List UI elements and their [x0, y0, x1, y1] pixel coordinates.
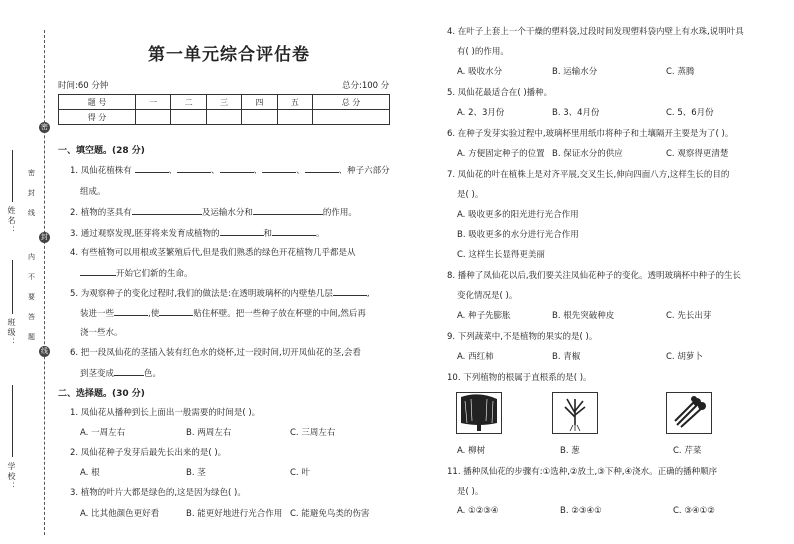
choice-question-11: 11. 播种凤仙花的步骤有:①选种,②放土,③下种,④浇水。正确的播种顺序 [447, 467, 718, 477]
option-b[interactable]: B. 根先突破种皮 [552, 311, 615, 321]
fill-question-1-cont: 组成。 [80, 187, 106, 197]
fill-question-2 [70, 205, 357, 218]
score-input-cell[interactable] [313, 110, 390, 125]
option-b[interactable]: B. 青椒 [552, 352, 581, 362]
question-text: 。 [316, 229, 325, 239]
fill-question-6: 6. 把一段凤仙花的茎插入装有红色水的烧杯,过一段时间,切开凤仙花的茎,会看 [70, 348, 361, 358]
binding-char: 不 [28, 273, 35, 281]
binding-char: 要 [28, 293, 35, 301]
answer-blank[interactable] [272, 226, 316, 236]
option-a[interactable]: A. 根 [80, 468, 100, 478]
fill-question-4: 4. 有些植物可以用根或茎繁殖后代,但是我们熟悉的绿色开花植物几乎都是从 [70, 248, 356, 258]
option-a[interactable]: A. 西红柿 [457, 352, 494, 362]
option-a[interactable]: A. 柳树 [457, 446, 486, 456]
name-line [12, 150, 13, 202]
score-cell: 一 [135, 95, 170, 110]
section-heading: 二、选择题。(30 分) [58, 389, 145, 399]
binding-circle-2: 封 [41, 233, 48, 241]
score-cell: 题 号 [59, 95, 136, 110]
binding-char: 线 [28, 209, 35, 217]
answer-blank[interactable] [114, 366, 144, 376]
binding-dashed-line [44, 30, 45, 535]
score-cell: 五 [277, 95, 312, 110]
option-c[interactable]: C. 胡萝卜 [666, 352, 703, 362]
score-cell: 二 [171, 95, 206, 110]
binding-char: 封 [28, 189, 35, 197]
exam-total: 总分:100 分 [342, 81, 390, 91]
choice-question-3: 3. 植物的叶片大都是绿色的,这是因为绿色( )。 [70, 488, 246, 498]
choice-question-4-cont: 有( )的作用。 [457, 47, 509, 57]
option-b[interactable]: B. 3、4月份 [552, 108, 600, 118]
binding-char: 密 [28, 169, 35, 177]
option-a[interactable]: A. 种子先膨胀 [457, 311, 511, 321]
choice-question-4: 4. 在叶子上套上一个干燥的塑料袋,过段时间发现塑料袋内壁上有水珠,说明叶具 [447, 27, 744, 37]
exam-time: 时间:60 分钟 [58, 81, 109, 91]
answer-blank[interactable] [262, 163, 296, 173]
question-text: 2. 植物的茎具有 [70, 208, 132, 218]
question-text: 到茎变成 [80, 369, 115, 379]
score-header-row [59, 95, 390, 110]
binding-circle-1: 密 [41, 123, 48, 131]
fill-question-5-cont [80, 306, 366, 319]
choice-question-6: 6. 在种子发芽实验过程中,玻璃杯里用纸巾将种子和土壤隔开主要是为了( )。 [447, 129, 734, 139]
answer-blank[interactable] [114, 306, 148, 316]
choice-question-11-cont: 是( )。 [457, 487, 484, 497]
option-c[interactable]: C. ③④①② [673, 506, 715, 516]
score-input-cell[interactable] [277, 110, 312, 125]
option-c[interactable]: C. 这样生长显得更美丽 [457, 250, 545, 260]
choice-question-5: 5. 凤仙花最适合在( )播种。 [447, 88, 553, 98]
option-c[interactable]: C. 蒸腾 [666, 67, 695, 77]
question-text: 贴住杯壁。把一些种子放在杯壁的中间,然后再 [193, 309, 366, 319]
name-label: 姓名： [7, 206, 16, 236]
question-text: 及运输水分和 [201, 208, 253, 218]
option-c[interactable]: C. 三周左右 [290, 428, 336, 438]
answer-blank[interactable] [220, 226, 264, 236]
answer-blank[interactable] [132, 205, 202, 215]
score-cell: 四 [242, 95, 277, 110]
school-label: 学校： [7, 462, 16, 492]
answer-blank[interactable] [159, 306, 193, 316]
option-c[interactable]: C. 能避免鸟类的伤害 [290, 509, 370, 519]
answer-blank[interactable] [305, 163, 339, 173]
answer-blank[interactable] [333, 286, 367, 296]
celery-picture [666, 392, 712, 434]
answer-blank[interactable] [220, 163, 254, 173]
fill-question-3 [70, 226, 325, 239]
score-input-cell[interactable] [171, 110, 206, 125]
question-text: 1. 凤仙花植株有 [70, 166, 132, 176]
option-c[interactable]: C. 叶 [290, 468, 310, 478]
choice-question-7-cont: 是( )。 [457, 190, 484, 200]
answer-blank[interactable] [177, 163, 211, 173]
score-input-cell[interactable] [206, 110, 241, 125]
question-text: 3. 通过观察发现,胚芽将来发育成植物的 [70, 229, 220, 239]
question-text: 装进一些 [80, 309, 115, 319]
choice-question-10: 10. 下列植物的根属于直根系的是( )。 [447, 373, 592, 383]
option-b[interactable]: B. 两周左右 [186, 428, 232, 438]
score-input-cell[interactable] [135, 110, 170, 125]
score-cell: 得 分 [59, 110, 136, 125]
option-a[interactable]: A. 一周左右 [80, 428, 126, 438]
option-a[interactable]: A. 方便固定种子的位置 [457, 149, 545, 159]
option-b[interactable]: B. 能更好地进行光合作用 [186, 509, 283, 519]
school-line [12, 385, 13, 457]
binding-char: 内 [28, 253, 35, 261]
option-c[interactable]: C. 观察得更清楚 [666, 149, 729, 159]
score-cell: 三 [206, 95, 241, 110]
choice-question-1: 1. 凤仙花从播种到长上面出一般需要的时间是( )。 [70, 408, 261, 418]
option-a[interactable]: A. 2、3月份 [457, 108, 505, 118]
question-text: 的作用。 [322, 208, 357, 218]
score-input-cell[interactable] [242, 110, 277, 125]
choice-question-7: 7. 凤仙花的叶在植株上是对齐平展,交叉生长,伸向四面八方,这样生长的目的 [447, 170, 730, 180]
choice-question-9: 9. 下列蔬菜中,不是植物的果实的是( )。 [447, 332, 598, 342]
question-text: 5. 为观察种子的变化过程时,我们的做法是:在透明玻璃杯的内壁垫几层 [70, 289, 333, 299]
question-text: 色。 [144, 369, 162, 379]
option-a[interactable]: A. 吸收水分 [457, 67, 503, 77]
question-text: , [366, 289, 370, 299]
fill-question-4-cont [80, 266, 193, 279]
option-a[interactable]: A. ①②③④ [457, 506, 499, 516]
score-value-row [59, 110, 390, 125]
class-line [12, 260, 13, 314]
fill-question-5-end: 浇一些水。 [80, 328, 123, 338]
willow-tree-picture [456, 392, 502, 434]
option-b[interactable]: B. 葱 [560, 446, 580, 456]
class-label: 班级： [7, 318, 16, 348]
question-text: 和 [263, 229, 273, 239]
score-table [58, 94, 390, 125]
choice-question-8: 8. 播种了凤仙花以后,我们要关注凤仙花种子的变化。透明玻璃杯中种子的生长 [447, 271, 742, 281]
option-c[interactable]: C. 芹菜 [673, 446, 702, 456]
answer-blank[interactable] [135, 163, 169, 173]
option-c[interactable]: C. 5、6月份 [666, 108, 714, 118]
section-heading: 一、填空题。(28 分) [58, 146, 145, 156]
question-text: 开始它们新的生命。 [116, 269, 193, 279]
option-b[interactable]: B. 保证水分的供应 [552, 149, 623, 159]
fill-question-1: 1. 凤仙花植株有 、 、 、 、 、种子六部分 [70, 163, 390, 176]
option-c[interactable]: C. 先长出芽 [666, 311, 712, 321]
option-a[interactable]: A. 吸收更多的阳光进行光合作用 [457, 210, 579, 220]
scallion-picture [552, 392, 598, 434]
choice-question-8-cont: 变化情况是( )。 [457, 291, 518, 301]
binding-char: 题 [28, 333, 35, 341]
question-text: 、种子六部分 [338, 166, 390, 176]
fill-question-6-cont [80, 366, 161, 379]
option-b[interactable]: B. 茎 [186, 468, 206, 478]
answer-blank[interactable] [253, 205, 323, 215]
option-b[interactable]: B. 运输水分 [552, 67, 598, 77]
choice-question-2: 2. 凤仙花种子发芽后最先长出来的是( )。 [70, 448, 227, 458]
score-cell: 总 分 [313, 95, 390, 110]
option-b[interactable]: B. ②③④① [560, 506, 602, 516]
option-a[interactable]: A. 比其他颜色更好看 [80, 509, 160, 519]
answer-blank[interactable] [80, 266, 116, 276]
binding-circle-3: 线 [41, 347, 48, 355]
page-title: 第一单元综合评估卷 [148, 45, 310, 65]
option-b[interactable]: B. 吸收更多的水分进行光合作用 [457, 230, 579, 240]
question-text: ,使 [148, 309, 160, 319]
fill-question-5 [70, 286, 370, 299]
binding-char: 答 [28, 313, 35, 321]
